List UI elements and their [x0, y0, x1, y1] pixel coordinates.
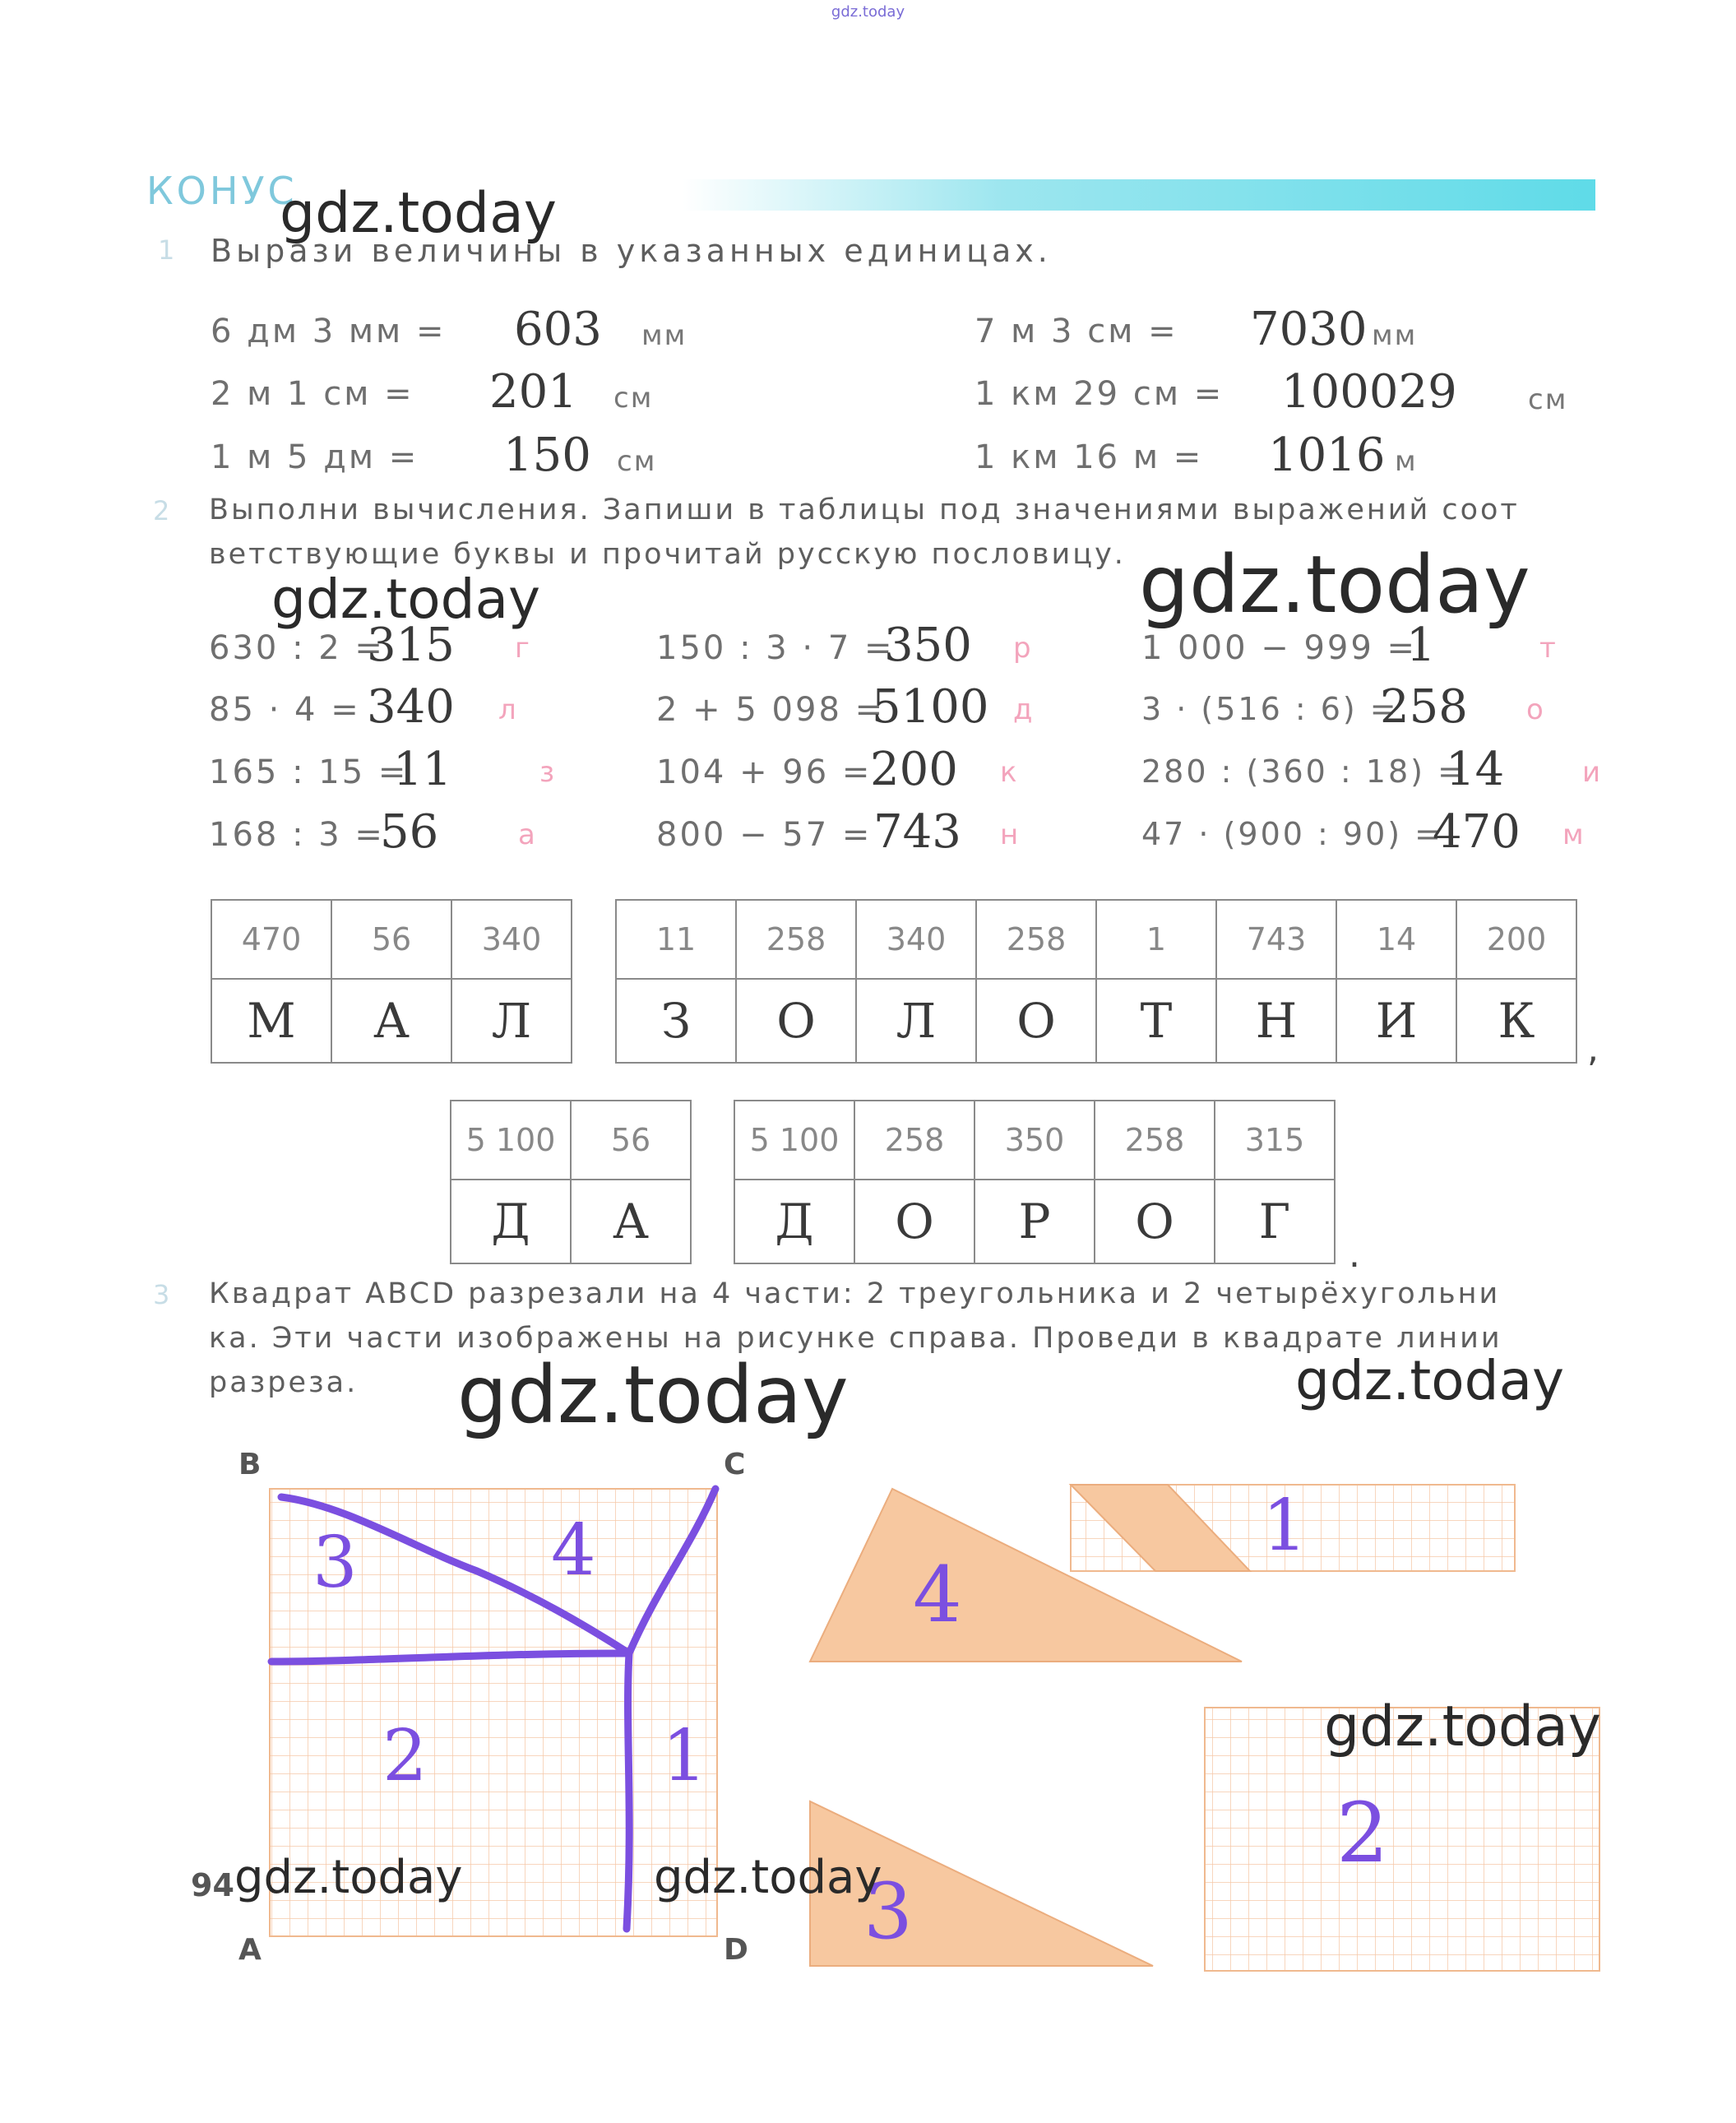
task-text: ветствующие буквы и прочитай русскую пословицу. — [209, 538, 1126, 571]
calc-expression: 104 + 96 = — [656, 753, 873, 791]
table-number: 56 — [571, 1101, 691, 1180]
table-letter: А — [571, 1180, 691, 1263]
page-number: 94 — [191, 1867, 234, 1903]
table-letter: Д — [734, 1180, 854, 1263]
conversion-answer: 150 — [503, 429, 591, 482]
table-letter: Н — [1216, 979, 1336, 1063]
table-letter: О — [976, 979, 1096, 1063]
calc-answer: 200 — [870, 743, 958, 796]
conversion-expression: 7 м 3 см = — [974, 313, 1178, 350]
calc-expression: 3 · (516 : 6) = — [1141, 691, 1399, 727]
calc-answer: 56 — [380, 805, 439, 859]
calc-expression: 280 : (360 : 18) = — [1141, 753, 1466, 790]
table-number: 350 — [974, 1101, 1095, 1180]
calc-expression: 1 000 − 999 = — [1141, 629, 1418, 667]
calc-letter: и — [1582, 756, 1601, 789]
watermark: gdz.today — [1295, 1349, 1565, 1412]
section-title: КОНУС — [146, 169, 298, 213]
piece-number: 2 — [1336, 1785, 1389, 1881]
table-letter: И — [1336, 979, 1456, 1063]
watermark: gdz.today — [234, 1851, 463, 1904]
calc-letter: р — [1013, 632, 1031, 665]
table-number: 5 100 — [451, 1101, 571, 1180]
table-number: 14 — [1336, 900, 1456, 979]
conversion-expression: 1 км 16 м = — [974, 438, 1204, 476]
part-number: 2 — [382, 1715, 428, 1797]
table-number: 340 — [451, 900, 572, 979]
table-letter: К — [1456, 979, 1576, 1063]
punctuation-period: . — [1349, 1234, 1360, 1276]
calc-answer: 350 — [884, 619, 972, 672]
calc-expression: 47 · (900 : 90) = — [1141, 816, 1444, 852]
piece-number: 3 — [863, 1867, 913, 1957]
calc-expression: 2 + 5 098 = — [656, 691, 886, 729]
piece-number: 1 — [1262, 1485, 1308, 1567]
task-text: Квадрат ABCD разрезали на 4 части: 2 треугольника и 2 четырёхугольни — [209, 1277, 1501, 1310]
calc-answer: 11 — [393, 743, 452, 796]
conversion-answer: 1016 — [1268, 429, 1386, 482]
table-letter: Р — [974, 1180, 1095, 1263]
conversion-unit: см — [617, 445, 657, 478]
calc-answer: 1 — [1406, 619, 1436, 672]
part-number: 1 — [662, 1715, 707, 1797]
conversion-expression: 1 м 5 дм = — [211, 438, 419, 476]
calc-letter: г — [515, 632, 530, 665]
task-text: Вырази величины в указанных единицах. — [211, 233, 1052, 269]
conversion-answer: 7030 — [1250, 303, 1368, 356]
table-number: 470 — [211, 900, 331, 979]
table-number: 258 — [976, 900, 1096, 979]
calc-expression: 630 : 2 = — [209, 629, 385, 667]
conversion-unit: мм — [1372, 319, 1418, 352]
vertex-label-d: D — [724, 1933, 748, 1967]
calc-expression: 150 : 3 · 7 = — [656, 629, 895, 667]
calc-letter: м — [1562, 818, 1584, 851]
table-number: 5 100 — [734, 1101, 854, 1180]
calc-answer: 340 — [367, 680, 455, 734]
table-number: 200 — [1456, 900, 1576, 979]
table-number: 315 — [1215, 1101, 1335, 1180]
watermark: gdz.today — [280, 181, 557, 246]
part-number: 4 — [551, 1509, 596, 1592]
conversion-expression: 6 дм 3 мм = — [211, 313, 447, 350]
calc-letter: з — [539, 756, 555, 789]
conversion-unit: м — [1395, 445, 1418, 478]
table-number: 11 — [616, 900, 736, 979]
task-number: 2 — [153, 495, 170, 526]
table-letter: Г — [1215, 1180, 1335, 1263]
table-number: 1 — [1096, 900, 1216, 979]
calc-answer: 315 — [367, 619, 455, 672]
calc-letter: т — [1539, 632, 1556, 665]
table-letter: Т — [1096, 979, 1216, 1063]
part-number: 3 — [312, 1522, 358, 1604]
watermark: gdz.today — [1139, 539, 1530, 631]
vertex-label-c: C — [724, 1448, 746, 1481]
table-letter: М — [211, 979, 331, 1063]
piece-number: 4 — [913, 1551, 962, 1640]
table-number: 258 — [1095, 1101, 1215, 1180]
table-letter: О — [1095, 1180, 1215, 1263]
table-number: 340 — [856, 900, 976, 979]
vertex-label-a: A — [238, 1933, 262, 1967]
table-letter: З — [616, 979, 736, 1063]
calc-letter: л — [498, 693, 516, 726]
conversion-unit: мм — [641, 319, 687, 352]
table-number: 56 — [331, 900, 451, 979]
vertex-label-b: B — [238, 1448, 262, 1481]
calc-expression: 800 − 57 = — [656, 816, 873, 854]
calc-expression: 85 · 4 = — [209, 691, 361, 729]
calc-answer: 258 — [1380, 680, 1468, 734]
calc-letter: н — [1000, 818, 1019, 851]
table-letter: Л — [451, 979, 572, 1063]
task-number: 3 — [153, 1279, 170, 1310]
table-number: 258 — [736, 900, 856, 979]
task-number: 1 — [158, 234, 175, 266]
punctuation-comma: , — [1587, 1028, 1599, 1070]
task-text: разреза. — [209, 1366, 359, 1399]
conversion-answer: 603 — [514, 303, 602, 356]
watermark: gdz.today — [271, 568, 541, 631]
calc-letter: а — [518, 818, 535, 851]
task-text: ка. Эти части изображены на рисунке справа. Проведи в квадрате линии — [209, 1322, 1502, 1355]
task-text: Выполни вычисления. Запиши в таблицы под значениями выражений соот — [209, 494, 1520, 526]
calc-expression: 168 : 3 = — [209, 816, 385, 854]
table-letter: А — [331, 979, 451, 1063]
conversion-unit: см — [613, 382, 654, 415]
calc-letter: о — [1526, 693, 1544, 726]
calc-letter: к — [1000, 756, 1017, 789]
watermark: gdz.today — [654, 1851, 882, 1904]
table-number: 258 — [854, 1101, 974, 1180]
conversion-expression: 2 м 1 см = — [211, 375, 414, 413]
top-watermark: gdz.today — [831, 3, 905, 21]
conversion-expression: 1 км 29 см = — [974, 375, 1224, 413]
table-letter: Д — [451, 1180, 571, 1263]
table-letter: Л — [856, 979, 976, 1063]
watermark: gdz.today — [457, 1349, 849, 1441]
calc-answer: 743 — [873, 805, 961, 859]
calc-answer: 5100 — [872, 680, 989, 734]
calc-letter: д — [1013, 693, 1033, 726]
conversion-unit: см — [1528, 383, 1568, 416]
conversion-answer: 201 — [489, 365, 577, 419]
table-letter: О — [736, 979, 856, 1063]
conversion-answer: 100029 — [1281, 365, 1457, 419]
calc-expression: 165 : 15 = — [209, 753, 409, 791]
table-number: 743 — [1216, 900, 1336, 979]
watermark: gdz.today — [1324, 1694, 1601, 1759]
calc-answer: 470 — [1433, 805, 1521, 859]
calc-answer: 14 — [1446, 743, 1505, 796]
table-letter: О — [854, 1180, 974, 1263]
